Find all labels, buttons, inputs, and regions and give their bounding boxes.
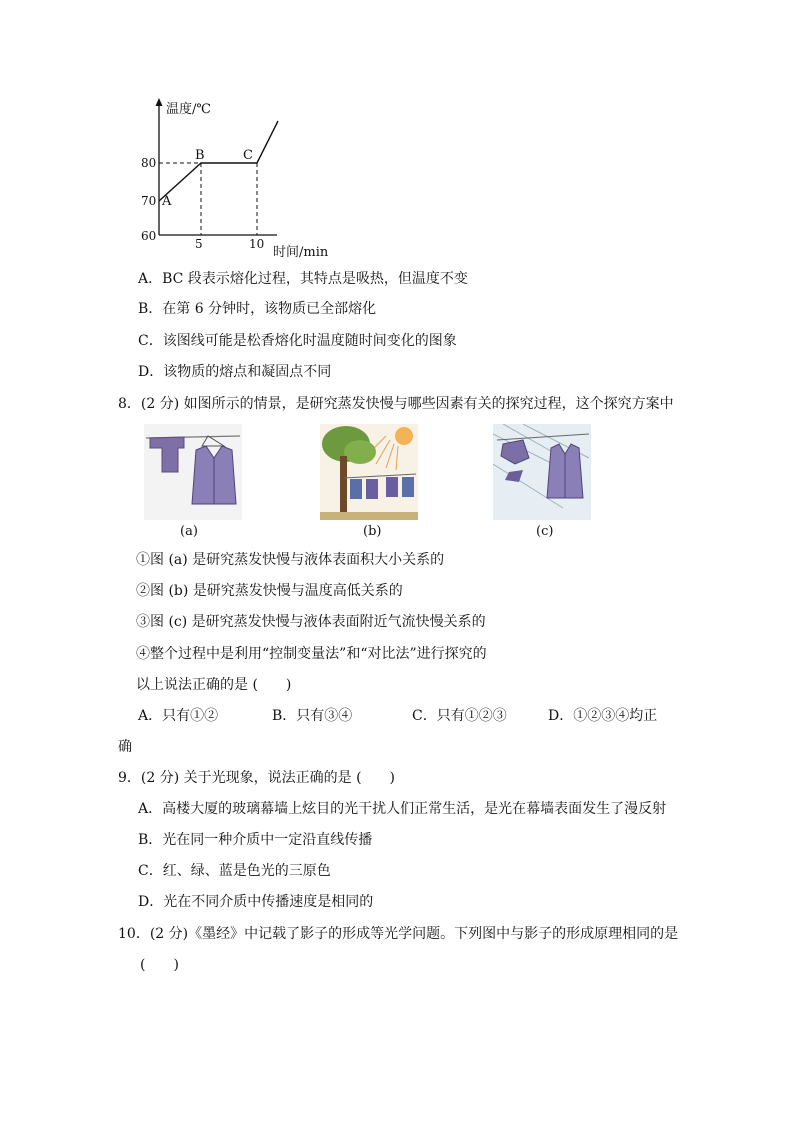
q10-ask: ( ): [140, 957, 179, 973]
caption-c: (c): [536, 524, 554, 539]
q9-option-c: C．红、绿、蓝是色光的三原色: [138, 863, 331, 879]
q8-statement-3: ③图 (c) 是研究蒸发快慢与液体表面附近气流快慢关系的: [136, 614, 486, 630]
caption-a: (a): [180, 524, 198, 539]
q9-option-b: B．光在同一种介质中一定沿直线传播: [138, 832, 373, 848]
q7-option-a: A．BC 段表示熔化过程，其特点是吸热，但温度不变: [138, 271, 468, 287]
temperature-curve: [159, 121, 278, 201]
q9-option-a: A．高楼大厦的玻璃幕墙上炫目的光干扰人们正常生活，是光在幕墙表面发生了漫反射: [138, 801, 667, 817]
illustration-c: [493, 424, 591, 520]
caption-b: (b): [363, 524, 382, 539]
y-tick-70: 70: [141, 194, 157, 208]
point-label-c: C: [243, 148, 253, 163]
x-axis-label: 时间/min: [273, 245, 329, 260]
temperature-time-chart: [135, 95, 345, 265]
q8-statement-2: ②图 (b) 是研究蒸发快慢与温度高低关系的: [136, 583, 403, 599]
q8-stem: 8．(2 分) 如图所示的情景，是研究蒸发快慢与哪些因素有关的探究过程，这个探究方案中: [118, 396, 674, 412]
illustration-b: [320, 424, 418, 520]
q7-option-d: D．该物质的熔点和凝固点不同: [138, 364, 332, 380]
q8-ask: 以上说法正确的是 ( ): [136, 677, 292, 693]
y-axis-label: 温度/℃: [166, 102, 211, 117]
y-axis-arrow: [156, 98, 163, 106]
q7-option-c: C．该图线可能是松香熔化时温度随时间变化的图象: [138, 333, 457, 349]
q8-option-c: C．只有①②③: [412, 708, 507, 724]
illustration-a: [144, 424, 242, 520]
q8-statement-4: ④整个过程中是利用“控制变量法”和“对比法”进行探究的: [136, 646, 487, 662]
q8-option-d-wrap: 确: [118, 739, 132, 755]
point-label-a: A: [162, 194, 172, 209]
point-label-b: B: [195, 148, 205, 163]
q8-statement-1: ①图 (a) 是研究蒸发快慢与液体表面积大小关系的: [136, 552, 445, 568]
q8-option-a: A．只有①②: [138, 708, 219, 724]
y-tick-80: 80: [141, 156, 157, 170]
q9-option-d: D．光在不同介质中传播速度是相同的: [138, 894, 374, 910]
q8-option-b: B．只有③④: [272, 708, 353, 724]
q8-option-d: D．①②③④均正: [548, 708, 658, 724]
x-tick-10: 10: [249, 237, 265, 251]
x-tick-5: 5: [195, 237, 203, 251]
y-tick-60: 60: [141, 229, 157, 243]
q10-stem: 10．(2 分)《墨经》中记载了影子的形成等光学问题。下列图中与影子的形成原理相同的是: [118, 926, 679, 942]
q7-option-b: B．在第 6 分钟时，该物质已全部熔化: [138, 301, 377, 317]
q9-stem: 9．(2 分) 关于光现象，说法正确的是 ( ): [118, 770, 396, 786]
